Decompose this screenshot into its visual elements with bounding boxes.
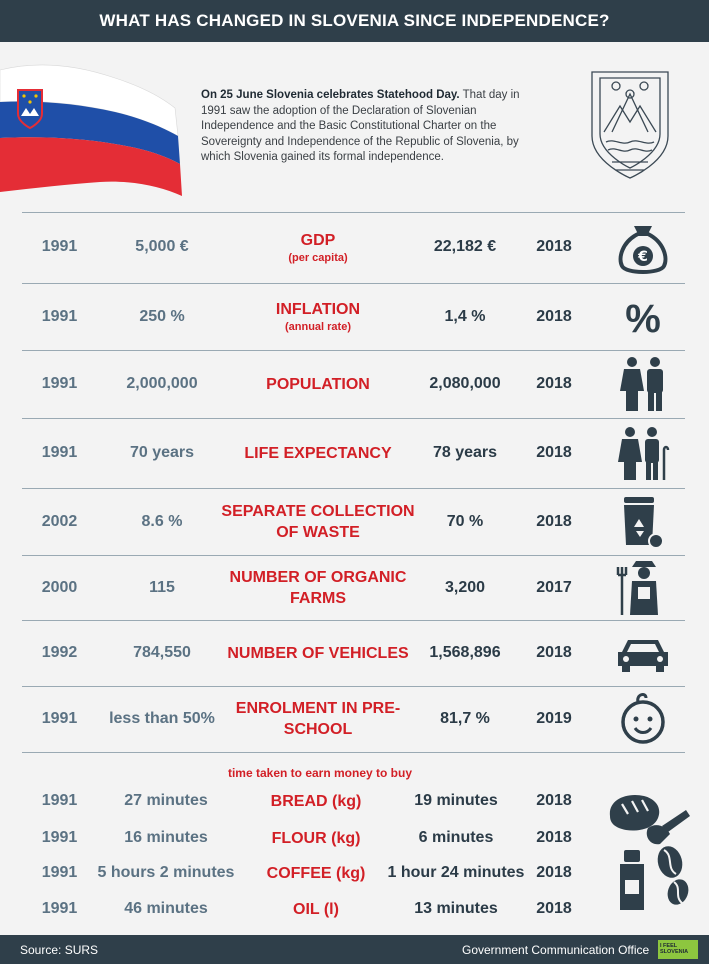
- start-year: 1991: [41, 710, 78, 727]
- row-divider: [22, 752, 685, 753]
- indicator-name: POPULATION: [266, 375, 370, 393]
- elderly-couple-icon: [612, 422, 674, 484]
- start-value: 784,550: [133, 644, 191, 661]
- car-icon: [612, 622, 674, 684]
- start-value: 250 %: [139, 307, 185, 325]
- indicator-name: ENROLMENT IN PRE-SCHOOL: [235, 700, 401, 738]
- coat-of-arms-icon: [582, 66, 678, 184]
- slovenian-flag-icon: [0, 56, 185, 206]
- buy-heading: time taken to earn money to buy: [227, 766, 413, 780]
- start-value: 70 years: [129, 444, 195, 461]
- office-label: Government Communication Office: [462, 943, 650, 957]
- end-year: 2017: [536, 578, 572, 596]
- start-value: 46 minutes: [124, 900, 208, 917]
- end-year: 2018: [536, 644, 572, 661]
- end-value: 70 %: [446, 512, 484, 530]
- people-icon: [612, 353, 674, 415]
- start-value: 5 hours 2 minutes: [97, 864, 235, 881]
- indicator-label: [218, 686, 418, 752]
- percent-icon: [612, 286, 674, 348]
- product-label: BREAD (kg): [270, 792, 362, 810]
- footer: [0, 935, 709, 964]
- start-year: 1991: [41, 864, 78, 881]
- end-year: 2018: [536, 829, 572, 846]
- indicator-name: LIFE EXPECTANCY: [244, 444, 392, 462]
- end-value: 1 hour 24 minutes: [387, 864, 525, 881]
- start-value: 16 minutes: [124, 829, 208, 846]
- end-value: 1,4 %: [444, 307, 486, 325]
- source-label: Source: SURS: [20, 943, 99, 957]
- end-year: 2018: [536, 238, 572, 255]
- indicator-sublabel: (per capita): [288, 251, 348, 264]
- farmer-icon: [612, 557, 674, 619]
- start-value: 27 minutes: [124, 792, 208, 809]
- end-year: 2018: [536, 444, 572, 461]
- start-year: 1991: [41, 444, 78, 461]
- indicator-name: SEPARATE COLLECTION OF WASTE: [221, 502, 415, 541]
- product-label: COFFEE (kg): [266, 864, 366, 882]
- start-year: 1991: [41, 829, 78, 846]
- indicator-label: [218, 488, 418, 555]
- intro-lead: On 25 June Slovenia celebrates Statehood Day.: [201, 89, 460, 101]
- end-value: 1,568,896: [429, 644, 501, 661]
- indicator-label: [218, 418, 418, 488]
- end-value: 81,7 %: [440, 710, 490, 727]
- start-value: 8.6 %: [141, 512, 183, 530]
- end-value: 2,080,000: [429, 375, 501, 392]
- end-year: 2018: [536, 512, 572, 530]
- money-bag-euro-icon: [612, 216, 674, 278]
- indicator-label: [218, 283, 418, 350]
- start-year: 1992: [41, 644, 78, 661]
- intro-text: [201, 88, 541, 166]
- product-label: FLOUR (kg): [271, 829, 361, 847]
- end-value: 13 minutes: [414, 900, 498, 917]
- end-value: 22,182 €: [433, 238, 497, 255]
- end-year: 2018: [536, 900, 572, 917]
- indicator-sublabel: (annual rate): [284, 321, 351, 333]
- indicator-name: GDP: [300, 231, 336, 249]
- child-face-icon: [612, 688, 674, 750]
- end-value: 6 minutes: [418, 829, 494, 846]
- indicator-name: INFLATION: [275, 301, 361, 318]
- groceries-icon: [604, 786, 694, 916]
- end-value: 78 years: [432, 444, 498, 461]
- end-value: 19 minutes: [414, 792, 498, 809]
- indicator-label: [218, 555, 418, 620]
- end-value: 3,200: [444, 578, 486, 596]
- start-value: less than 50%: [109, 710, 215, 727]
- start-year: 1991: [41, 792, 78, 809]
- indicator-name: NUMBER OF VEHICLES: [227, 644, 409, 662]
- end-year: 2018: [536, 375, 572, 392]
- end-year: 2018: [536, 864, 572, 881]
- start-year: 2002: [41, 512, 78, 530]
- end-year: 2018: [536, 307, 572, 325]
- i-feel-slovenia-logo: I FEEL SLOVENIA: [658, 940, 698, 959]
- start-year: 2000: [41, 578, 78, 596]
- intro-body: That day in 1991 saw the adoption of the Declaration of Slovenian Independence and the Basic Constitutional Charter on the Sovereignty and Independence of the Republic of Slovenia, by which Slovenia gained its formal independence.: [201, 89, 520, 163]
- indicator-label: [218, 620, 418, 686]
- start-year: 1991: [41, 900, 78, 917]
- recycling-bin-icon: [612, 491, 674, 553]
- end-year: 2019: [536, 710, 572, 727]
- start-value: 2,000,000: [126, 375, 198, 392]
- start-year: 1991: [41, 307, 78, 325]
- indicator-label: [218, 350, 418, 418]
- product-label: OIL (l): [293, 900, 339, 918]
- end-year: 2018: [536, 792, 572, 809]
- indicator-label: [218, 212, 418, 282]
- start-value: 5,000 €: [135, 238, 189, 255]
- start-year: 1991: [41, 238, 78, 255]
- start-value: 115: [149, 578, 175, 596]
- start-year: 1991: [41, 375, 78, 392]
- indicator-name: NUMBER OF ORGANIC FARMS: [229, 568, 407, 607]
- page-title: WHAT HAS CHANGED IN SLOVENIA SINCE INDEPENDENCE?: [0, 0, 709, 42]
